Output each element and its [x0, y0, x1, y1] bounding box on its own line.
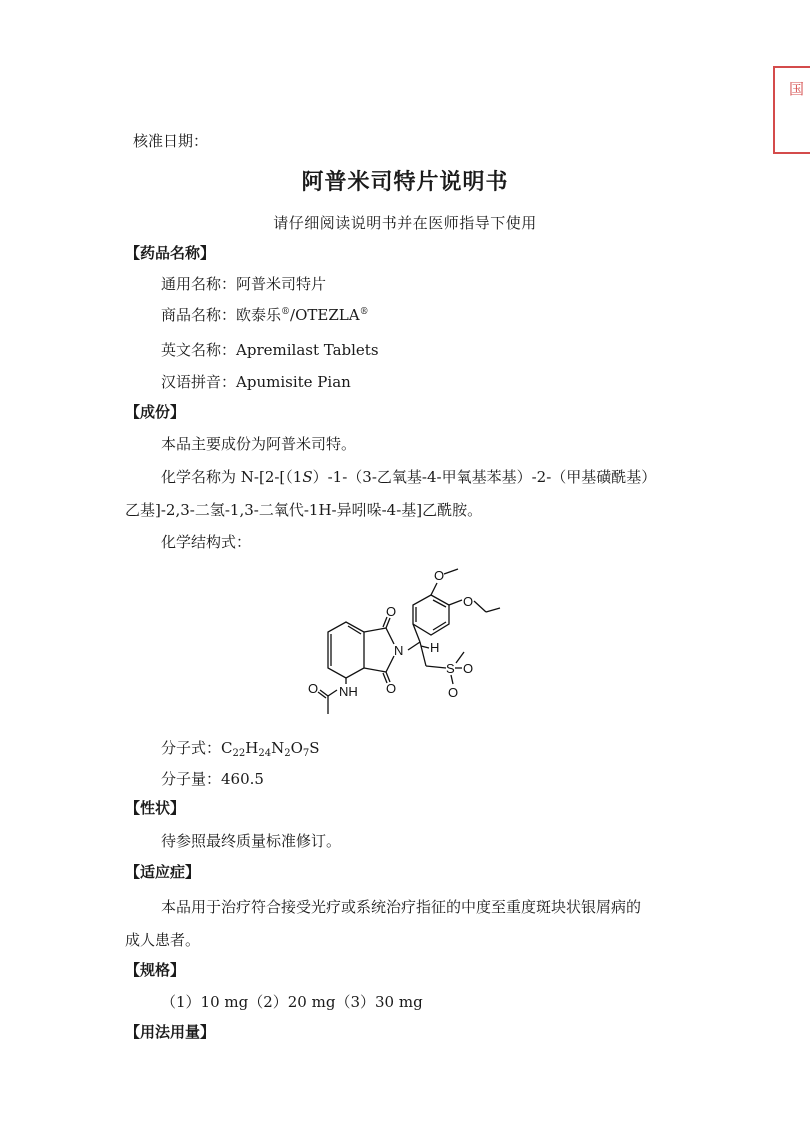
section-properties-header: 【性状】 — [125, 799, 186, 817]
section-drug-name-header: 【药品名称】 — [125, 244, 216, 262]
molecular-weight-row — [161, 768, 264, 789]
english-name-value: Apremilast Tablets — [236, 341, 379, 359]
english-name-row — [161, 339, 379, 360]
generic-name-value: 阿普米司特片 — [236, 275, 327, 293]
pinyin-value: Apumisite Pian — [236, 373, 351, 391]
indications-line2: 成人患者。 — [125, 931, 201, 949]
atom-label: O — [463, 661, 474, 676]
section-dosage-header: 【用法用量】 — [125, 1023, 216, 1041]
atom-label: N — [394, 643, 404, 658]
atom-label: O — [308, 681, 319, 696]
properties-text: 待参照最终质量标准修订。 — [161, 832, 342, 850]
mw-value: 460.5 — [221, 770, 264, 788]
registered-mark: ® — [281, 307, 291, 317]
atom-label: NH — [339, 684, 358, 699]
english-name-label: 英文名称： — [161, 341, 237, 359]
atom-label: H — [430, 640, 440, 655]
trade-name-cn: 欧泰乐 — [236, 306, 282, 324]
atom-label: O — [386, 681, 397, 696]
document-title: 阿普米司特片说明书 — [301, 169, 509, 195]
trade-name-label: 商品名称： — [161, 306, 237, 324]
atom-label: O — [386, 604, 397, 619]
main-ingredient-text: 本品主要成份为阿普米司特。 — [161, 435, 357, 453]
structure-label: 化学结构式： — [161, 533, 252, 551]
atom-label: O — [448, 685, 459, 700]
formula-label: 分子式： — [161, 739, 222, 757]
atom-label: S — [446, 661, 455, 676]
pinyin-row — [161, 371, 351, 392]
generic-name-label: 通用名称： — [161, 275, 237, 293]
chemical-structure-diagram — [300, 560, 530, 725]
document-subtitle: 请仔细阅读说明书并在医师指导下使用 — [273, 214, 537, 232]
indications-line1: 本品用于治疗符合接受光疗或系统治疗指征的中度至重度斑块状银屑病的 — [161, 898, 642, 916]
trade-name-en: /OTEZLA — [290, 306, 360, 324]
registered-mark: ® — [359, 307, 369, 317]
pinyin-label: 汉语拼音： — [161, 373, 237, 391]
chemical-name-line1: 化学名称为 N-[2-[（1S）-1-（3-乙氧基-4-甲氧基苯基）-2-（甲基磺酰基） — [161, 468, 657, 486]
section-composition-header: 【成份】 — [125, 403, 186, 421]
section-specification-header: 【规格】 — [125, 961, 186, 979]
seal-character: 国 — [789, 80, 805, 98]
atom-label: O — [434, 568, 445, 583]
approval-date-label: 核准日期： — [133, 132, 209, 150]
mw-label: 分子量： — [161, 770, 222, 788]
section-indications-header: 【适应症】 — [125, 863, 201, 881]
trade-name-row — [161, 304, 369, 325]
chemical-name-line2: 乙基]-2,3-二氢-1,3-二氧代-1H-异吲哚-4-基]乙酰胺。 — [125, 501, 483, 519]
specification-text: （1）10 mg（2）20 mg（3）30 mg — [161, 993, 423, 1011]
generic-name-row — [161, 273, 326, 294]
atom-label: O — [463, 594, 474, 609]
molecular-formula-row: 分子式：$C_{22}H_{24}N_2O_7S$ — [161, 739, 320, 759]
